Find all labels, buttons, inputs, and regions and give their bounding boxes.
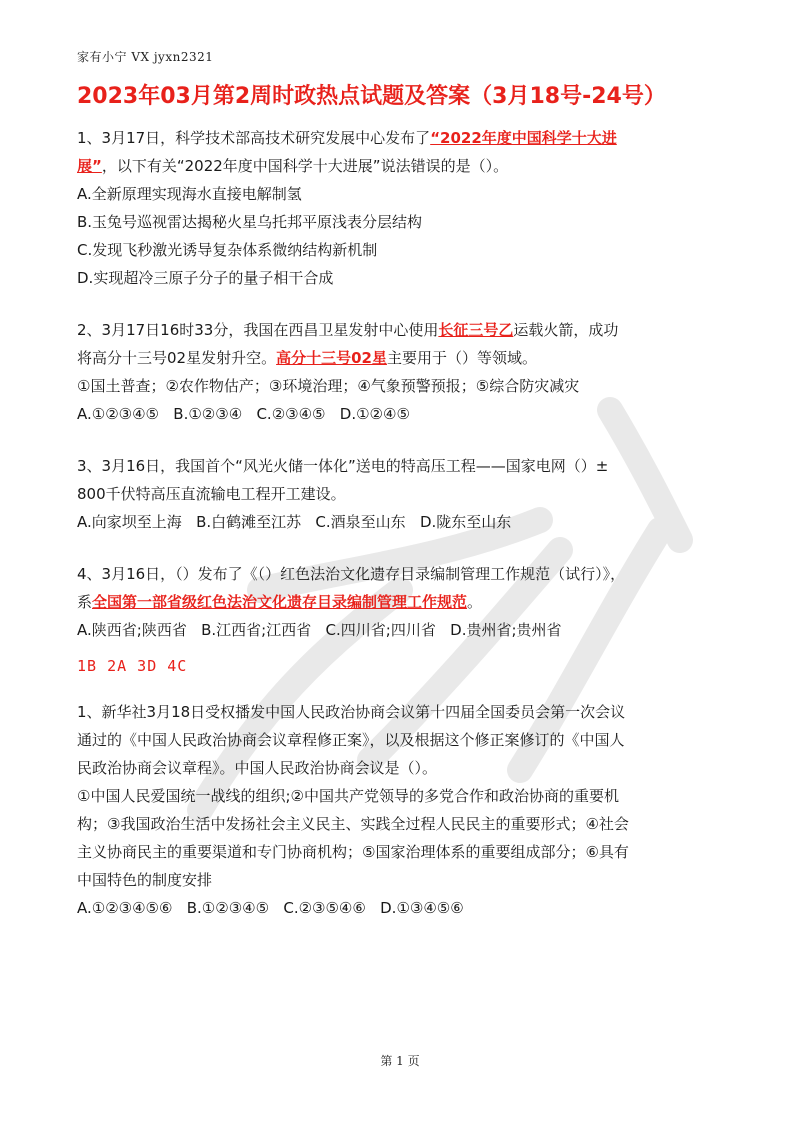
question-5-line: 中国特色的制度安排 bbox=[77, 871, 213, 889]
question-3 bbox=[77, 452, 737, 536]
question-5-line: 通过的《中国人民政治协商会议章程修正案》，以及根据这个修正案修订的《中国人 bbox=[77, 731, 625, 749]
page-number: 第 1 页 bbox=[380, 1054, 420, 1068]
question-2-text: 2、3月17日16时33分，我国在西昌卫星发射中心使用 bbox=[77, 321, 439, 339]
option-d: D.实现超冷三原子分子的量子相干合成 bbox=[77, 269, 334, 287]
question-2-highlight: 长征三号乙 bbox=[438, 321, 514, 339]
question-3-options: A.向家坝至上海 B.白鹤滩至江苏 C.酒泉至山东 D.陇东至山东 bbox=[77, 513, 512, 531]
page-title: 2023年03月第2周时政热点试题及答案（3月18号-24号） bbox=[77, 84, 666, 109]
question-5-line: 民政治协商会议章程》。中国人民政治协商会议是（）。 bbox=[77, 759, 438, 777]
option-b: B.玉兔号巡视雷达揭秘火星乌托邦平原浅表分层结构 bbox=[77, 213, 423, 231]
option-c: C.发现飞秒激光诱导复杂体系微纳结构新机制 bbox=[77, 241, 378, 259]
question-2-line2 bbox=[77, 344, 737, 372]
question-1 bbox=[77, 124, 737, 292]
question-4-options: A.陕西省;陕西省 B.江西省;江西省 C.四川省;四川省 D.贵州省;贵州省 bbox=[77, 621, 562, 639]
question-1-highlight-end: 展” bbox=[77, 157, 102, 175]
question-1-highlight: “2022年度中国科学十大进 bbox=[430, 129, 617, 147]
question-5-line: 构；③我国政治生活中发扬社会主义民主、实践全过程人民民主的重要形式；④社会 bbox=[77, 815, 629, 833]
question-1-text-end: ，以下有关“2022年度中国科学十大进展”说法错误的是（）。 bbox=[101, 157, 509, 175]
header-note: 家有小宁 VX jyxn2321 bbox=[77, 50, 214, 64]
question-4-line2 bbox=[77, 588, 737, 616]
answer-key: 1B 2A 3D 4C bbox=[77, 657, 188, 675]
question-5-options: A.①②③④⑤⑥ B.①②③④⑤ C.②③⑤④⑥ D.①③④⑤⑥ bbox=[77, 899, 464, 917]
question-4-line2-text: 系 bbox=[77, 593, 93, 611]
question-4-line2-end: 。 bbox=[467, 593, 483, 611]
question-3-line2: 800千伏特高压直流输电工程开工建设。 bbox=[77, 485, 346, 503]
question-1-line1 bbox=[77, 124, 737, 152]
question-1-line2 bbox=[77, 152, 737, 180]
document-body bbox=[77, 124, 737, 922]
question-2-items: ①国土普查；②农作物估产；③环境治理；④气象预警预报；⑤综合防灾减灾 bbox=[77, 377, 580, 395]
option-a: A.全新原理实现海水直接电解制氢 bbox=[77, 185, 302, 203]
question-2-text-end: 运载火箭，成功 bbox=[513, 321, 619, 339]
question-5 bbox=[77, 698, 737, 922]
question-2-options: A.①②③④⑤ B.①②③④ C.②③④⑤ D.①②④⑤ bbox=[77, 405, 410, 423]
question-2-highlight-2: 高分十三号02星 bbox=[276, 349, 387, 367]
question-4 bbox=[77, 560, 737, 644]
question-2 bbox=[77, 316, 737, 428]
question-5-line: 主义协商民主的重要渠道和专门协商机构；⑤国家治理体系的重要组成部分；⑥具有 bbox=[77, 843, 629, 861]
question-4-highlight: 全国第一部省级红色法治文化遗存目录编制管理工作规范 bbox=[92, 593, 468, 611]
question-5-line: ①中国人民爱国统一战线的组织;②中国共产党领导的多党合作和政治协商的重要机 bbox=[77, 787, 619, 805]
question-1-text: 1、3月17日，科学技术部高技术研究发展中心发布了 bbox=[77, 129, 431, 147]
question-2-line2-end: 主要用于（）等领域。 bbox=[386, 349, 537, 367]
question-3-line1: 3、3月16日，我国首个“风光火储一体化”送电的特高压工程——国家电网（）± bbox=[77, 457, 609, 475]
question-5-line: 1、新华社3月18日受权播发中国人民政治协商会议第十四届全国委员会第一次会议 bbox=[77, 703, 626, 721]
question-4-line1: 4、3月16日，（）发布了《（）红色法治文化遗存目录编制管理工作规范（试行）》， bbox=[77, 565, 626, 583]
question-2-line1 bbox=[77, 316, 737, 344]
question-2-line2-text: 将高分十三号02星发射升空。 bbox=[77, 349, 277, 367]
